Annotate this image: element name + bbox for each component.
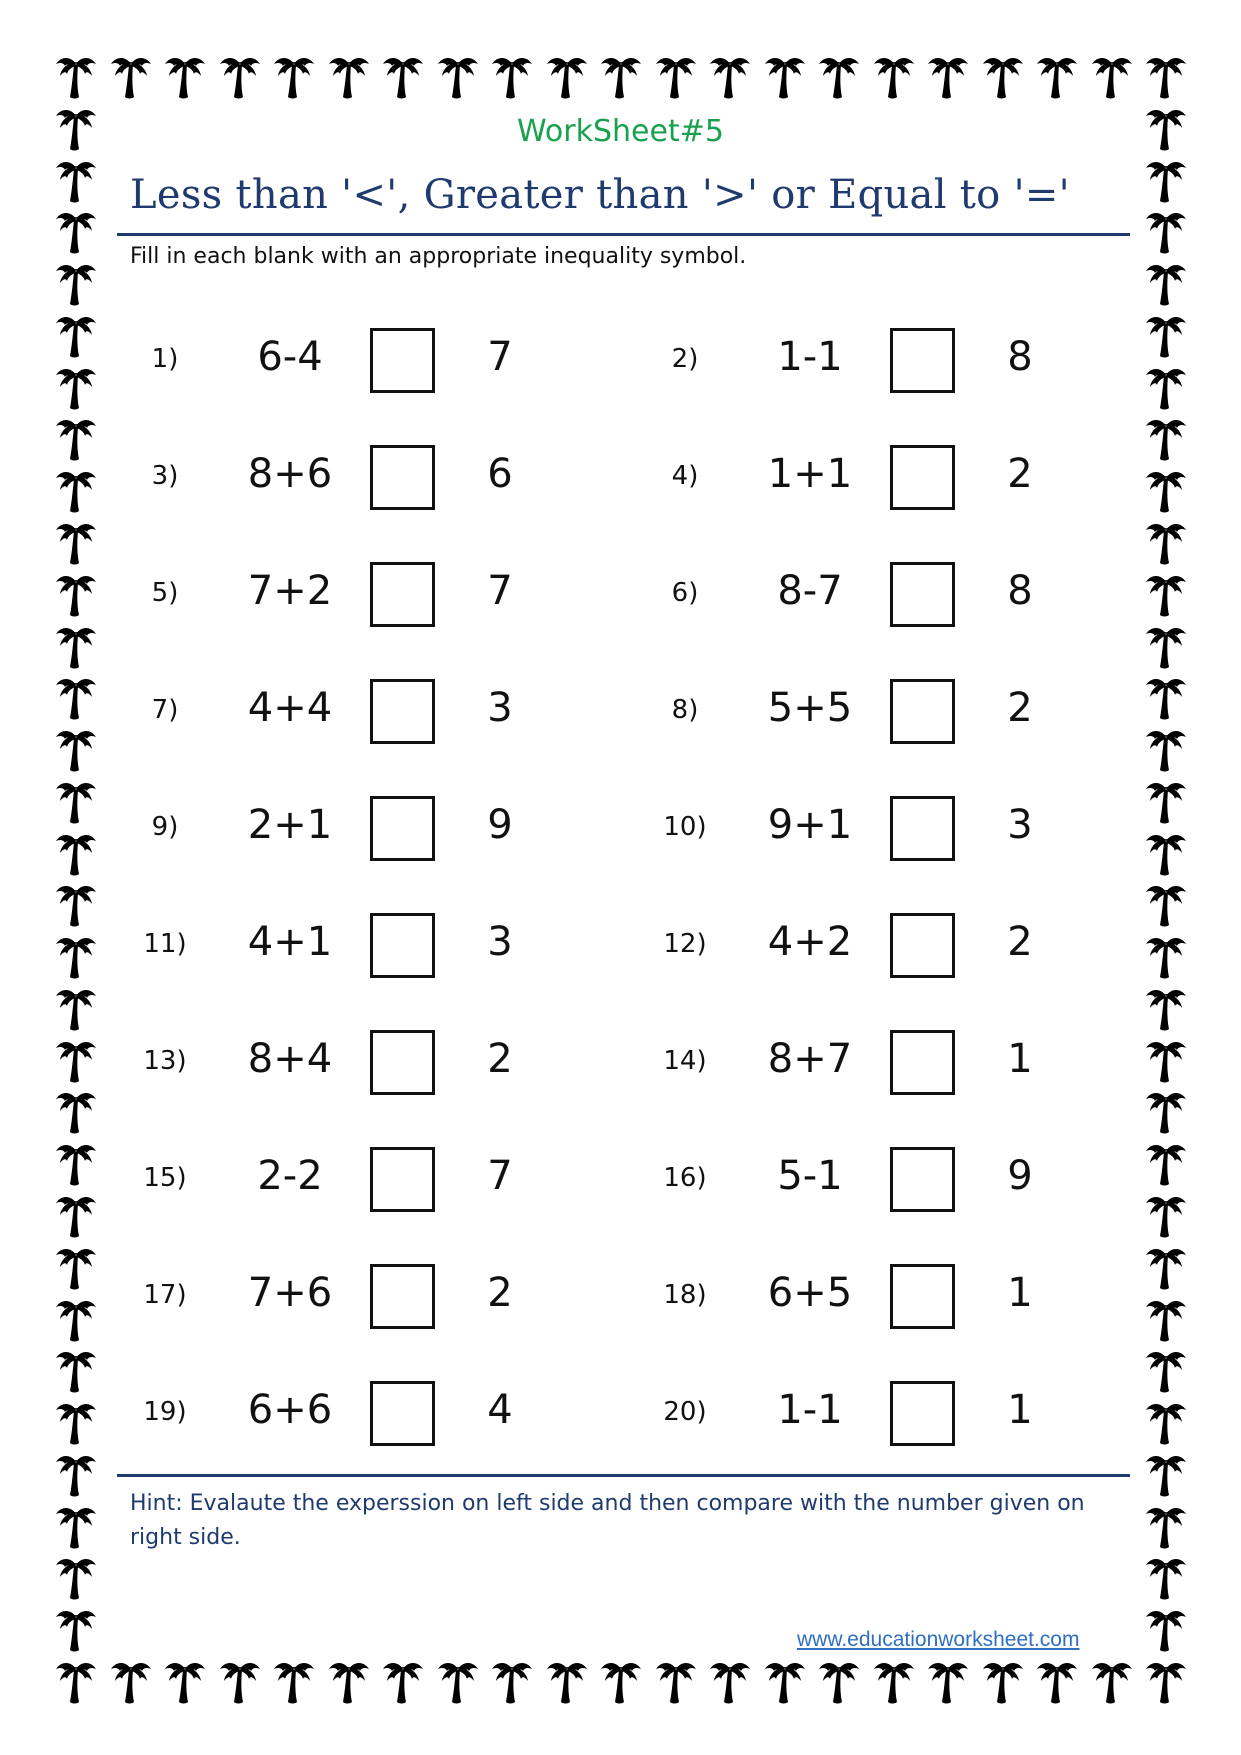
- answer-box[interactable]: [890, 562, 955, 627]
- answer-box[interactable]: [370, 796, 435, 861]
- answer-box[interactable]: [890, 679, 955, 744]
- question-number: 10): [663, 812, 707, 842]
- palm-tree-icon: [1145, 1657, 1187, 1705]
- palm-tree-icon: [1145, 518, 1187, 566]
- palm-tree-icon: [1145, 1139, 1187, 1187]
- question-number: 16): [663, 1163, 707, 1193]
- palm-tree-icon: [219, 52, 261, 100]
- palm-tree-icon: [1145, 1346, 1187, 1394]
- palm-tree-icon: [1145, 1502, 1187, 1550]
- palm-tree-icon: [55, 1087, 97, 1135]
- palm-tree-icon: [1091, 52, 1133, 100]
- palm-tree-icon: [1145, 1087, 1187, 1135]
- question-number: 4): [671, 461, 699, 491]
- palm-tree-icon: [55, 52, 97, 100]
- answer-box[interactable]: [370, 562, 435, 627]
- palm-tree-icon: [382, 52, 424, 100]
- question-rhs-number: 7: [487, 334, 513, 380]
- question-rhs-number: 1: [1007, 1387, 1033, 1433]
- palm-tree-icon: [164, 1657, 206, 1705]
- question-expression: 6+6: [247, 1387, 333, 1433]
- question-number: 11): [143, 929, 187, 959]
- title-divider: [117, 233, 1130, 236]
- palm-tree-icon: [1145, 259, 1187, 307]
- question-expression: 6+5: [767, 1270, 853, 1316]
- palm-tree-icon: [1145, 156, 1187, 204]
- question-expression: 4+1: [247, 919, 333, 965]
- palm-tree-icon: [55, 932, 97, 980]
- palm-tree-icon: [110, 1657, 152, 1705]
- footer-divider: [117, 1474, 1130, 1477]
- question-rhs-number: 2: [487, 1036, 513, 1082]
- palm-tree-icon: [709, 52, 751, 100]
- palm-tree-icon: [55, 1191, 97, 1239]
- question-expression: 5-1: [777, 1153, 843, 1199]
- question-rhs-number: 9: [1007, 1153, 1033, 1199]
- answer-box[interactable]: [890, 1264, 955, 1329]
- palm-tree-icon: [382, 1657, 424, 1705]
- palm-tree-icon: [55, 673, 97, 721]
- palm-tree-icon: [55, 363, 97, 411]
- worksheet-label: WorkSheet#5: [517, 114, 724, 149]
- palm-tree-icon: [655, 52, 697, 100]
- palm-tree-icon: [437, 52, 479, 100]
- question-number: 8): [671, 695, 699, 725]
- palm-tree-icon: [818, 1657, 860, 1705]
- palm-tree-icon: [328, 52, 370, 100]
- palm-tree-icon: [55, 1657, 97, 1705]
- palm-tree-icon: [546, 52, 588, 100]
- question-expression: 8+4: [247, 1036, 333, 1082]
- palm-tree-icon: [328, 1657, 370, 1705]
- palm-tree-icon: [600, 52, 642, 100]
- question-rhs-number: 2: [1007, 685, 1033, 731]
- answer-box[interactable]: [890, 913, 955, 978]
- question-number: 7): [151, 695, 179, 725]
- answer-box[interactable]: [370, 913, 435, 978]
- question-rhs-number: 3: [1007, 802, 1033, 848]
- palm-tree-icon: [273, 52, 315, 100]
- palm-tree-icon: [1145, 570, 1187, 618]
- palm-tree-icon: [818, 52, 860, 100]
- palm-tree-icon: [1145, 1243, 1187, 1291]
- question-rhs-number: 1: [1007, 1270, 1033, 1316]
- answer-box[interactable]: [370, 1264, 435, 1329]
- question-number: 3): [151, 461, 179, 491]
- palm-tree-icon: [55, 570, 97, 618]
- palm-tree-icon: [55, 1243, 97, 1291]
- palm-tree-icon: [1145, 1398, 1187, 1446]
- question-expression: 4+4: [247, 685, 333, 731]
- question-expression: 8-7: [777, 568, 843, 614]
- question-rhs-number: 9: [487, 802, 513, 848]
- question-number: 6): [671, 578, 699, 608]
- palm-tree-icon: [873, 52, 915, 100]
- palm-tree-icon: [55, 414, 97, 462]
- palm-tree-icon: [55, 207, 97, 255]
- palm-tree-icon: [1145, 829, 1187, 877]
- palm-tree-icon: [1145, 1295, 1187, 1343]
- palm-tree-icon: [55, 725, 97, 773]
- palm-tree-icon: [273, 1657, 315, 1705]
- question-expression: 1-1: [777, 1387, 843, 1433]
- palm-tree-icon: [546, 1657, 588, 1705]
- palm-tree-icon: [1145, 311, 1187, 359]
- palm-tree-icon: [55, 880, 97, 928]
- question-expression: 6-4: [257, 334, 323, 380]
- question-expression: 8+7: [767, 1036, 853, 1082]
- palm-tree-icon: [873, 1657, 915, 1705]
- palm-tree-icon: [1145, 1450, 1187, 1498]
- question-number: 18): [663, 1280, 707, 1310]
- question-rhs-number: 2: [1007, 451, 1033, 497]
- answer-box[interactable]: [370, 445, 435, 510]
- palm-tree-icon: [927, 52, 969, 100]
- palm-tree-icon: [55, 1036, 97, 1084]
- answer-box[interactable]: [890, 328, 955, 393]
- question-number: 15): [143, 1163, 187, 1193]
- question-expression: 1+1: [767, 451, 853, 497]
- palm-tree-icon: [982, 52, 1024, 100]
- palm-tree-icon: [491, 52, 533, 100]
- palm-tree-icon: [55, 1346, 97, 1394]
- question-number: 19): [143, 1397, 187, 1427]
- question-rhs-number: 3: [487, 919, 513, 965]
- question-rhs-number: 2: [487, 1270, 513, 1316]
- hint-text: Hint: Evalaute the experssion on left side and then compare with the number given on right side.: [130, 1491, 1085, 1550]
- palm-tree-icon: [55, 1605, 97, 1653]
- question-number: 1): [151, 344, 179, 374]
- palm-tree-icon: [164, 52, 206, 100]
- palm-tree-icon: [1145, 1553, 1187, 1601]
- question-expression: 7+6: [247, 1270, 333, 1316]
- answer-box[interactable]: [370, 328, 435, 393]
- palm-tree-icon: [55, 1502, 97, 1550]
- palm-tree-icon: [1091, 1657, 1133, 1705]
- question-rhs-number: 3: [487, 685, 513, 731]
- palm-tree-icon: [55, 777, 97, 825]
- palm-tree-icon: [709, 1657, 751, 1705]
- palm-tree-icon: [55, 518, 97, 566]
- question-expression: 1-1: [777, 334, 843, 380]
- answer-box[interactable]: [370, 679, 435, 744]
- palm-tree-icon: [55, 156, 97, 204]
- palm-tree-icon: [1145, 363, 1187, 411]
- palm-tree-icon: [927, 1657, 969, 1705]
- question-number: 12): [663, 929, 707, 959]
- page-title: Less than '<', Greater than '>' or Equal to '=': [130, 172, 1070, 218]
- palm-tree-icon: [55, 829, 97, 877]
- question-rhs-number: 8: [1007, 334, 1033, 380]
- palm-tree-icon: [1145, 673, 1187, 721]
- palm-tree-icon: [655, 1657, 697, 1705]
- palm-tree-icon: [55, 1139, 97, 1187]
- instructions: Fill in each blank with an appropriate inequality symbol.: [130, 244, 747, 269]
- palm-tree-icon: [110, 52, 152, 100]
- answer-box[interactable]: [890, 1381, 955, 1446]
- answer-box[interactable]: [370, 1030, 435, 1095]
- answer-box[interactable]: [370, 1381, 435, 1446]
- palm-tree-icon: [1145, 622, 1187, 670]
- palm-tree-icon: [55, 259, 97, 307]
- answer-box[interactable]: [890, 445, 955, 510]
- palm-tree-icon: [600, 1657, 642, 1705]
- palm-tree-icon: [1145, 207, 1187, 255]
- question-number: 17): [143, 1280, 187, 1310]
- palm-tree-icon: [1145, 1191, 1187, 1239]
- question-rhs-number: 4: [487, 1387, 513, 1433]
- answer-box[interactable]: [890, 796, 955, 861]
- palm-tree-icon: [1145, 984, 1187, 1032]
- question-rhs-number: 1: [1007, 1036, 1033, 1082]
- palm-tree-icon: [1036, 52, 1078, 100]
- answer-box[interactable]: [370, 1147, 435, 1212]
- palm-tree-icon: [1145, 932, 1187, 980]
- question-number: 14): [663, 1046, 707, 1076]
- question-number: 5): [151, 578, 179, 608]
- palm-tree-icon: [1145, 777, 1187, 825]
- question-number: 20): [663, 1397, 707, 1427]
- palm-tree-icon: [1145, 1036, 1187, 1084]
- palm-tree-icon: [437, 1657, 479, 1705]
- palm-tree-icon: [982, 1657, 1024, 1705]
- question-rhs-number: 7: [487, 568, 513, 614]
- palm-tree-icon: [1145, 1605, 1187, 1653]
- question-rhs-number: 7: [487, 1153, 513, 1199]
- palm-tree-icon: [764, 52, 806, 100]
- question-rhs-number: 6: [487, 451, 513, 497]
- palm-tree-icon: [1145, 880, 1187, 928]
- question-number: 9): [151, 812, 179, 842]
- question-rhs-number: 2: [1007, 919, 1033, 965]
- question-expression: 8+6: [247, 451, 333, 497]
- palm-tree-icon: [55, 1398, 97, 1446]
- answer-box[interactable]: [890, 1030, 955, 1095]
- palm-tree-icon: [1145, 414, 1187, 462]
- answer-box[interactable]: [890, 1147, 955, 1212]
- palm-tree-icon: [1145, 466, 1187, 514]
- palm-tree-icon: [55, 466, 97, 514]
- palm-tree-icon: [491, 1657, 533, 1705]
- question-expression: 9+1: [767, 802, 853, 848]
- palm-tree-icon: [1145, 725, 1187, 773]
- question-number: 2): [671, 344, 699, 374]
- question-expression: 2-2: [257, 1153, 323, 1199]
- palm-tree-icon: [55, 311, 97, 359]
- website-link[interactable]: www.educationworksheet.com: [797, 1628, 1080, 1651]
- question-expression: 5+5: [767, 685, 853, 731]
- palm-tree-icon: [55, 1295, 97, 1343]
- question-expression: 2+1: [247, 802, 333, 848]
- palm-tree-icon: [219, 1657, 261, 1705]
- palm-tree-icon: [55, 622, 97, 670]
- palm-tree-icon: [55, 984, 97, 1032]
- question-rhs-number: 8: [1007, 568, 1033, 614]
- palm-tree-icon: [1145, 52, 1187, 100]
- palm-tree-icon: [1036, 1657, 1078, 1705]
- question-expression: 4+2: [767, 919, 853, 965]
- question-expression: 7+2: [247, 568, 333, 614]
- palm-tree-icon: [55, 1450, 97, 1498]
- palm-tree-icon: [55, 1553, 97, 1601]
- palm-tree-icon: [764, 1657, 806, 1705]
- question-number: 13): [143, 1046, 187, 1076]
